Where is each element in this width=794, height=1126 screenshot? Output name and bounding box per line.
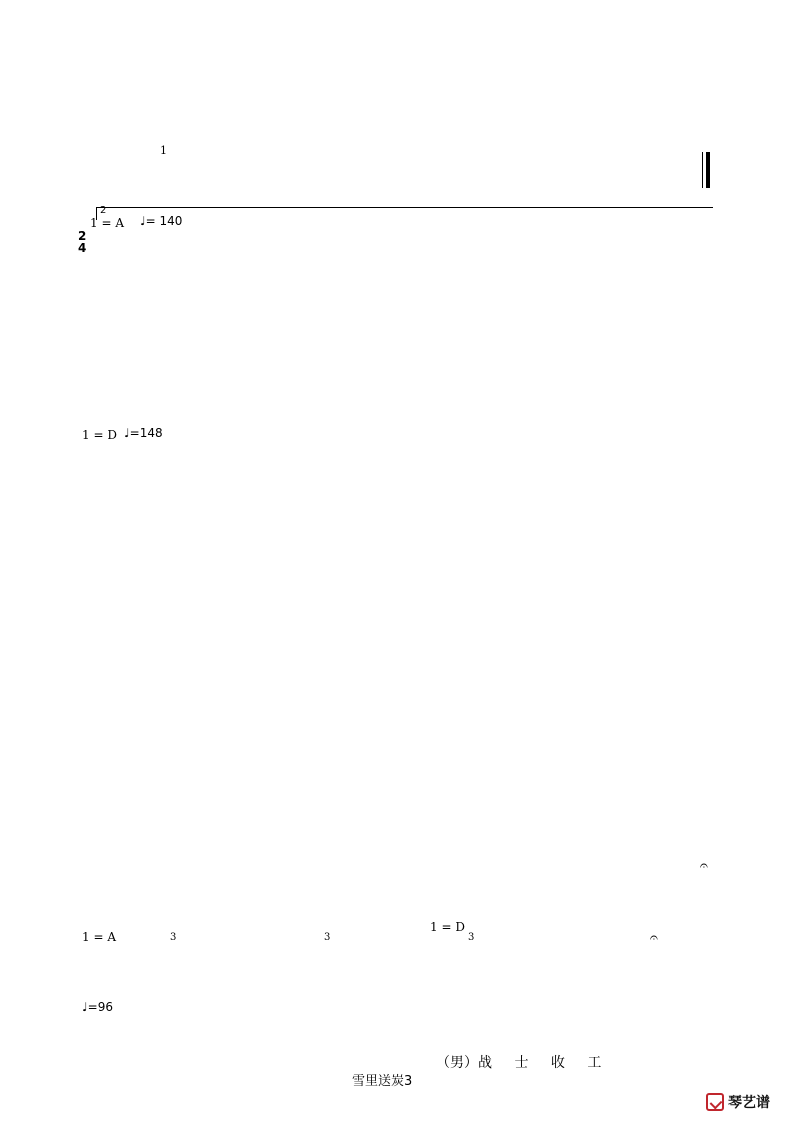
key-signature: 1 = D bbox=[430, 920, 465, 934]
score-line-10 bbox=[80, 728, 710, 764]
page-footer-title: 雪里送炭3 bbox=[352, 1074, 413, 1089]
thin-barline bbox=[702, 152, 703, 188]
repeat-end-barline bbox=[702, 152, 712, 188]
score-line-9 bbox=[80, 656, 710, 692]
score-line-4 bbox=[80, 300, 710, 336]
key-signature: 1 = D bbox=[82, 428, 117, 442]
lyrics-line: （男）战 士 收 工 bbox=[436, 1055, 602, 1071]
site-logo[interactable] bbox=[706, 1092, 770, 1112]
score-line-1 bbox=[80, 78, 710, 114]
score-line-8 bbox=[80, 584, 710, 620]
score-line-13 bbox=[80, 944, 710, 980]
score-line-12 bbox=[80, 872, 706, 908]
score-line-14 bbox=[80, 1012, 710, 1048]
logo-icon bbox=[706, 1093, 724, 1111]
triplet-mark: 3 bbox=[170, 932, 177, 943]
thick-barline bbox=[706, 152, 710, 188]
logo-text: 琴艺谱 bbox=[728, 1095, 770, 1111]
tempo-mark: ♩=148 bbox=[124, 426, 163, 440]
tempo-mark: ♩= 140 bbox=[140, 214, 183, 228]
score-line-6 bbox=[80, 444, 710, 480]
key-signature: 1 = A bbox=[82, 930, 116, 944]
time-signature-top: 2 bbox=[78, 229, 87, 243]
key-signature: 1 = A bbox=[90, 216, 124, 230]
score-line-7 bbox=[80, 514, 710, 550]
score-line-11 bbox=[80, 800, 710, 836]
grace-note: 1 bbox=[160, 144, 167, 157]
triplet-mark: 3 bbox=[324, 932, 331, 943]
volta-number: 2 bbox=[100, 205, 107, 216]
fermata-icon: 𝄐 bbox=[700, 858, 708, 874]
fermata-icon: 𝄐 bbox=[650, 930, 658, 946]
volta-bracket bbox=[96, 207, 713, 220]
score-line-5 bbox=[80, 372, 710, 408]
tempo-mark: ♩=96 bbox=[82, 1000, 113, 1014]
triplet-mark: 3 bbox=[468, 932, 475, 943]
time-signature bbox=[78, 230, 86, 254]
score-line-3 bbox=[90, 228, 710, 264]
time-signature-bottom: 4 bbox=[78, 241, 87, 255]
score-line-2 bbox=[80, 150, 698, 186]
